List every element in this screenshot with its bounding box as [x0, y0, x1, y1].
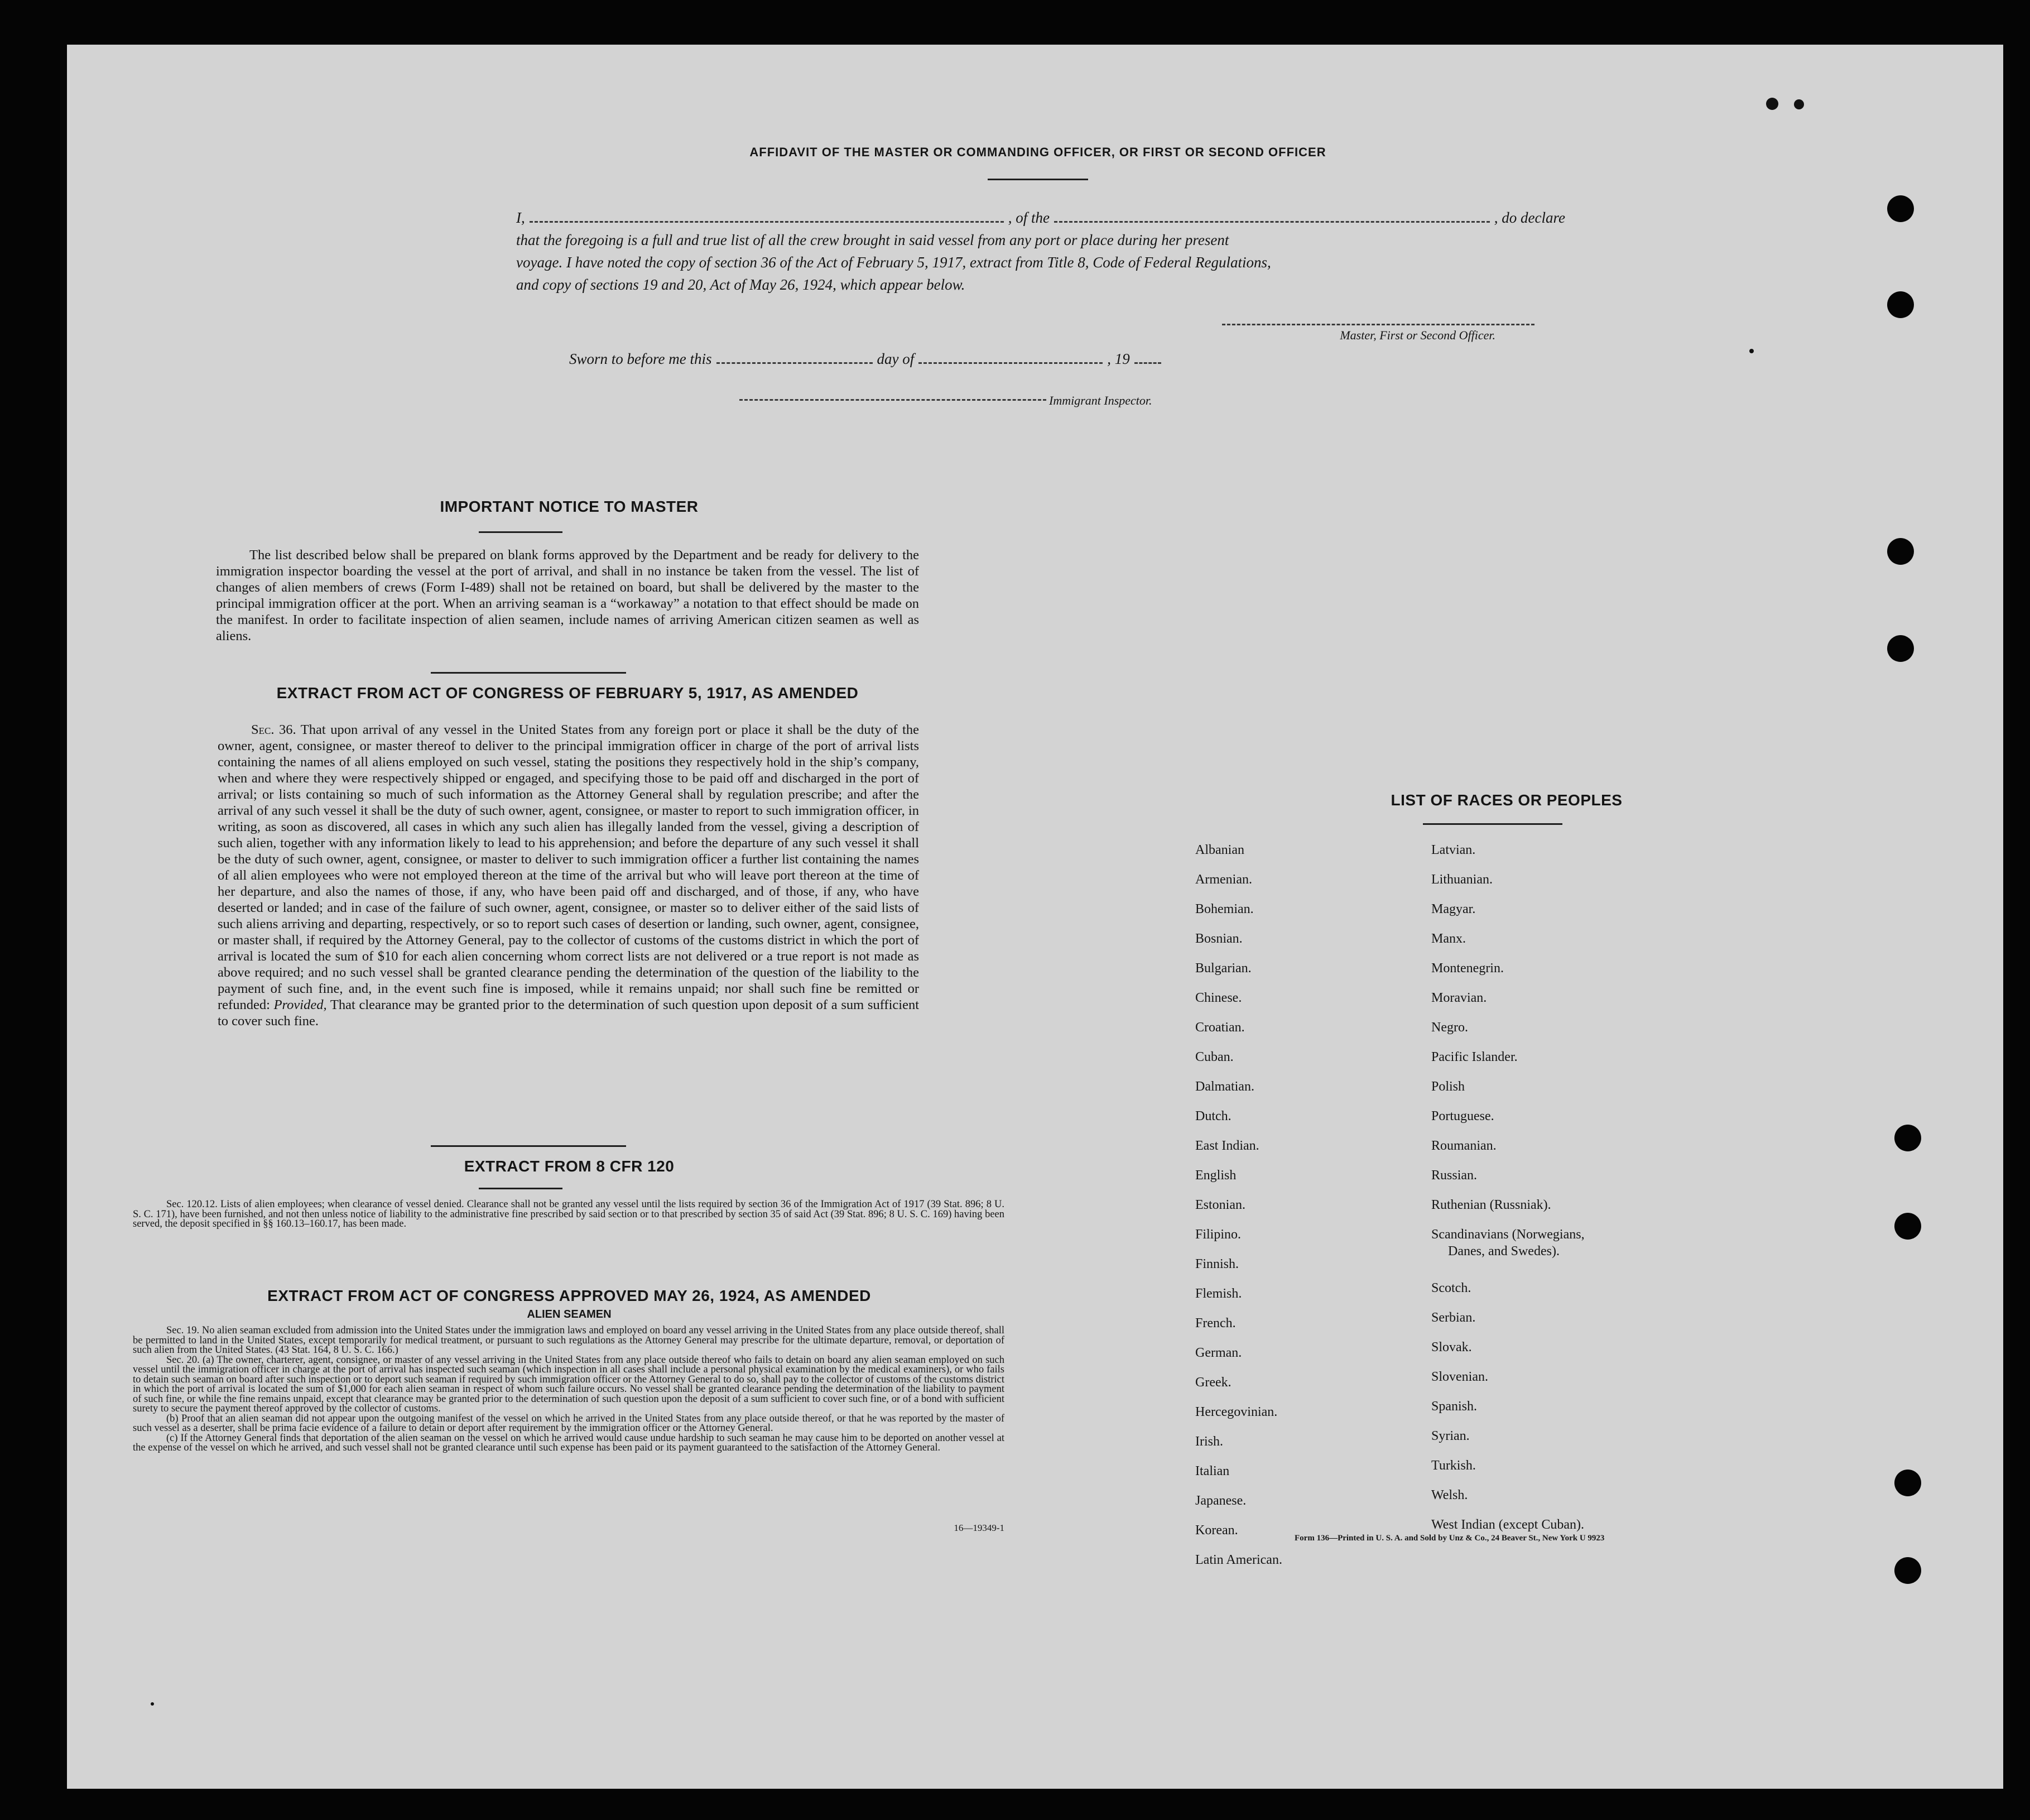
- race-item: Scandinavians (Norwegians,: [1431, 1227, 1585, 1242]
- extract-1917-title: EXTRACT FROM ACT OF CONGRESS OF FEBRUARY 5, 1917, AS AMENDED: [276, 684, 859, 702]
- sworn-line: [569, 350, 1250, 368]
- sec-20c-text: (c) If the Attorney General finds that deportation of the alien seaman on the vessel on which he arrived would cause undue hardship to such seaman he may cause him to be deported on another vessel at the expense of the vessel on which he arrived, and such vessel shall not be granted clearance until such expense has been paid or its payment guaranteed to the satisfaction of the Attorney General.: [133, 1432, 1004, 1453]
- declaration-line-4: and copy of sections 19 and 20, Act of May 26, 1924, which appear below.: [516, 276, 965, 293]
- race-item: English: [1195, 1168, 1237, 1183]
- vessel-blank[interactable]: [1054, 220, 1490, 223]
- notice-title: IMPORTANT NOTICE TO MASTER: [440, 498, 699, 515]
- scan-speck: [1794, 99, 1804, 109]
- punch-hole: [1887, 195, 1914, 222]
- extract-1924-text: [133, 1326, 1004, 1453]
- printer-imprint: Form 136—Printed in U. S. A. and Sold by Unz & Co., 24 Beaver St., New York U 9923: [1295, 1534, 1605, 1543]
- sworn-month-blank[interactable]: [918, 362, 1103, 364]
- race-item: Turkish.: [1431, 1458, 1476, 1473]
- inspector-signature-line[interactable]: [739, 399, 1046, 401]
- declaration-of-the: , of the: [1008, 209, 1050, 226]
- race-item: Irish.: [1195, 1434, 1223, 1449]
- race-item: Slovenian.: [1431, 1370, 1488, 1384]
- sworn-day-of: day of: [877, 350, 915, 367]
- race-item: Syrian.: [1431, 1429, 1470, 1443]
- cfr-text: Sec. 120.12. Lists of alien employees; when clearance of vessel denied. Clearance shall not be granted any vessel until the lists required by section 36 of the Immigration Act of 1917 (39 Stat. 896; 8 U. S. C. 171), have been furnished, and not then unless notice of liability to the administrative fine prescribed by said section or to that prescribed by section 35 of said Act (39 Stat. 896; 8 U. S. C. 169) having been served, the deposit specified in §§ 160.13–160.17, has been made.: [133, 1199, 1004, 1230]
- race-item: Portuguese.: [1431, 1109, 1494, 1123]
- race-item: French.: [1195, 1316, 1236, 1331]
- sec-20a-text: Sec. 20. (a) The owner, charterer, agent, consignee, or master of any vessel arriving in the United States from any place outside thereof who fails to detain on board any alien seaman employed on such vessel until the immigration officer in charge at the port of arrival has inspected such seaman (which inspection in all cases shall include a personal physical examination by the medical examiners), or who fails to detain such seaman on board after such inspection or to deport such seaman if required by such immigration officer or the Attorney General to do so, shall pay to the collector of customs of the customs district in which the port of arrival is located the sum of $1,000 for each alien seaman in respect of whom such failure occurs. No vessel shall be granted clearance pending the determination of the liability to payment of such fine, or while the fine remains unpaid, except that clearance may be granted prior to the determination of such question upon the deposit of a sum sufficient to cover such fine, or of a bond with sufficient surety to secure the payment thereof approved by the collector of customs.: [133, 1354, 1004, 1414]
- notice-text: The list described below shall be prepared on blank forms approved by the Department and be ready for delivery to the immigration inspector boarding the vessel at the port of arrival, and shall in no instance be taken from the vessel. The list of changes of alien members of crews (Form I-489) shall not be retained on board, but shall be delivered by the master to the principal immigration officer at the port. When an arriving seaman is a “workaway” a notation to that effect should be made on the manifest. In order to facilitate inspection of alien seamen, include names of arriving American citizen seamen as well as aliens.: [216, 548, 919, 644]
- section-rule-2: [431, 1145, 626, 1147]
- race-item: Dutch.: [1195, 1109, 1232, 1123]
- race-item: Serbian.: [1431, 1310, 1476, 1325]
- race-item: Estonian.: [1195, 1198, 1245, 1212]
- inspector-caption: Immigrant Inspector.: [1049, 393, 1152, 407]
- race-item: Manx.: [1431, 931, 1466, 946]
- race-item: West Indian (except Cuban).: [1431, 1518, 1584, 1532]
- races-title-rule: [1423, 823, 1562, 825]
- sworn-day-blank[interactable]: [716, 362, 873, 364]
- sec-36-label: Sec. 36.: [251, 722, 296, 737]
- punch-hole: [1894, 1125, 1921, 1151]
- punch-hole: [1887, 538, 1914, 565]
- race-item: Croatian.: [1195, 1020, 1245, 1035]
- declaration-block: [516, 207, 1565, 296]
- race-item: Lithuanian.: [1431, 872, 1493, 887]
- master-signature-line[interactable]: [1222, 324, 1534, 325]
- title-rule: [988, 179, 1088, 180]
- race-item: Russian.: [1431, 1168, 1478, 1183]
- section-rule-1: [431, 672, 626, 674]
- sec-20b-text: (b) Proof that an alien seaman did not appear upon the outgoing manifest of the vessel on which he arrived in the United States from any place outside thereof, or that he was reported by the master of such vessel as a deserter, shall be prima facie evidence of a failure to detain or deport after requirement by the immigration officer or the Attorney General.: [133, 1413, 1004, 1434]
- cfr-title: EXTRACT FROM 8 CFR 120: [464, 1158, 675, 1175]
- race-item: German.: [1195, 1346, 1242, 1360]
- sworn-year-prefix: , 19: [1107, 350, 1130, 367]
- scan-speck: [151, 1702, 154, 1706]
- race-item: Moravian.: [1431, 991, 1487, 1005]
- scan-speck: [1749, 349, 1754, 353]
- extract-1917-text: [218, 722, 919, 1029]
- punch-hole: [1894, 1470, 1921, 1496]
- race-item: Polish: [1431, 1079, 1465, 1094]
- declaration-do-declare: , do declare: [1494, 209, 1565, 226]
- punch-hole: [1887, 635, 1914, 662]
- race-item: Spanish.: [1431, 1399, 1478, 1414]
- race-item: Negro.: [1431, 1020, 1468, 1035]
- race-item: Hercegovinian.: [1195, 1405, 1278, 1419]
- race-item: Bohemian.: [1195, 902, 1254, 916]
- race-item: East Indian.: [1195, 1139, 1259, 1153]
- punch-hole: [1894, 1213, 1921, 1240]
- affidavit-title: AFFIDAVIT OF THE MASTER OR COMMANDING OFFICER, OR FIRST OR SECOND OFFICER: [749, 145, 1326, 159]
- cfr-title-rule: [479, 1188, 562, 1189]
- race-item: Dalmatian.: [1195, 1079, 1254, 1094]
- race-item: Japanese.: [1195, 1494, 1247, 1508]
- race-item: Latvian.: [1431, 843, 1476, 857]
- declaration-i: I,: [516, 209, 525, 226]
- race-item: Bulgarian.: [1195, 961, 1252, 976]
- race-item: Chinese.: [1195, 991, 1242, 1005]
- race-item: Armenian.: [1195, 872, 1252, 887]
- sec-19-text: Sec. 19. No alien seaman excluded from admission into the United States under the immigration laws and employed on board any vessel arriving in the United States from any place outside thereof, shall be permitted to land in the United States, except temporarily for medical treatment, or pursuant to such regulations as the Attorney General may prescribe for the ultimate departure, removal, or deportation of such alien from the United States. (43 Stat. 164, 8 U. S. C. 166.): [133, 1325, 1004, 1356]
- race-item: Roumanian.: [1431, 1139, 1497, 1153]
- notice-title-rule: [479, 531, 562, 533]
- sec-36-body: That upon arrival of any vessel in the United States from any foreign port or place it shall be the duty of the owner, agent, consignee, or master thereof to deliver to the principal immigration officer in charge of the port of arrival lists containing the names of all aliens employed on such vessel, stating the positions they respectively hold in the ship’s company, when and where they were respectively shipped or engaged, and specifying those to be paid off and discharged in the port of arrival; or lists containing so much of such information as the Attorney General shall by regulation prescribe; and after the arrival of any such vessel it shall be the duty of such owner, agent, consignee, or master to report to such immigration officer, in writing, as soon as discovered, all cases in which any such alien has illegally landed from the vessel, giving a description of such alien, together with any information likely to lead to his apprehension; and before the departure of any such vessel it shall be the duty of such owner, agent, consignee, or master to deliver to such immigration officer a further list containing the names of all alien employees who were not employed thereon at the time of the arrival but who will leave port thereon at the time of her departure, and also the names of those, if any, who have been paid off and discharged, and of those, if any, who have deserted or landed; and in case of the failure of such owner, agent, consignee, or master so to deliver either of the said lists of such aliens arriving and departing, respectively, or so to report such cases of desertion or landing, such owner, agent, consignee, or master shall, if required by the Attorney General, pay to the collector of customs of the customs district in which the port of arrival is located the sum of $10 for each alien concerning whom correct lists are not delivered or a true report is not made as above required; and no such vessel shall be granted clearance pending the determination of the question of the liability to the payment of such fine, and, in the event such fine is imposed, while it remains unpaid; nor shall such fine be remitted or refunded:: [218, 722, 919, 1012]
- races-title: LIST OF RACES OR PEOPLES: [1391, 791, 1623, 809]
- race-item: Ruthenian (Russniak).: [1431, 1198, 1551, 1212]
- race-item: Albanian: [1195, 843, 1244, 857]
- name-blank[interactable]: [530, 220, 1004, 223]
- punch-hole: [1887, 291, 1914, 318]
- print-code: 16—19349-1: [954, 1523, 1004, 1533]
- master-signature-caption: Master, First or Second Officer.: [1340, 328, 1495, 342]
- document-page: [67, 45, 2003, 1789]
- race-item: Latin American.: [1195, 1553, 1282, 1567]
- race-item: Greek.: [1195, 1375, 1232, 1390]
- declaration-line-2: that the foregoing is a full and true list of all the crew brought in said vessel from any port or place during her present: [516, 232, 1229, 248]
- race-item: Scotch.: [1431, 1281, 1471, 1295]
- race-item: Danes, and Swedes).: [1448, 1244, 1560, 1259]
- race-item: Pacific Islander.: [1431, 1050, 1518, 1064]
- scan-speck: [1766, 98, 1778, 110]
- race-item: Cuban.: [1195, 1050, 1234, 1064]
- race-item: Italian: [1195, 1464, 1230, 1478]
- race-item: Filipino.: [1195, 1227, 1242, 1242]
- sec-36-proviso: That clearance may be granted prior to the determination of such question upon deposit of a sum sufficient to cover such fine.: [218, 997, 920, 1029]
- sworn-year-blank[interactable]: [1134, 362, 1161, 364]
- declaration-line-3: voyage. I have noted the copy of section 36 of the Act of February 5, 1917, extract from Title 8, Code of Federal Regulations,: [516, 254, 1271, 271]
- race-item: Welsh.: [1431, 1488, 1468, 1502]
- race-item: Korean.: [1195, 1523, 1238, 1538]
- extract-1924-subtitle: ALIEN SEAMEN: [527, 1308, 612, 1320]
- race-item: Montenegrin.: [1431, 961, 1504, 976]
- race-item: Magyar.: [1431, 902, 1476, 916]
- extract-1924-title: EXTRACT FROM ACT OF CONGRESS APPROVED MAY 26, 1924, AS AMENDED: [267, 1287, 871, 1304]
- race-item: Finnish.: [1195, 1257, 1239, 1271]
- race-item: Slovak.: [1431, 1340, 1472, 1355]
- race-item: Bosnian.: [1195, 931, 1243, 946]
- sec-36-provided: Provided,: [273, 997, 327, 1012]
- punch-hole: [1894, 1557, 1921, 1584]
- race-item: Flemish.: [1195, 1286, 1242, 1301]
- sworn-text: Sworn to before me this: [569, 350, 712, 367]
